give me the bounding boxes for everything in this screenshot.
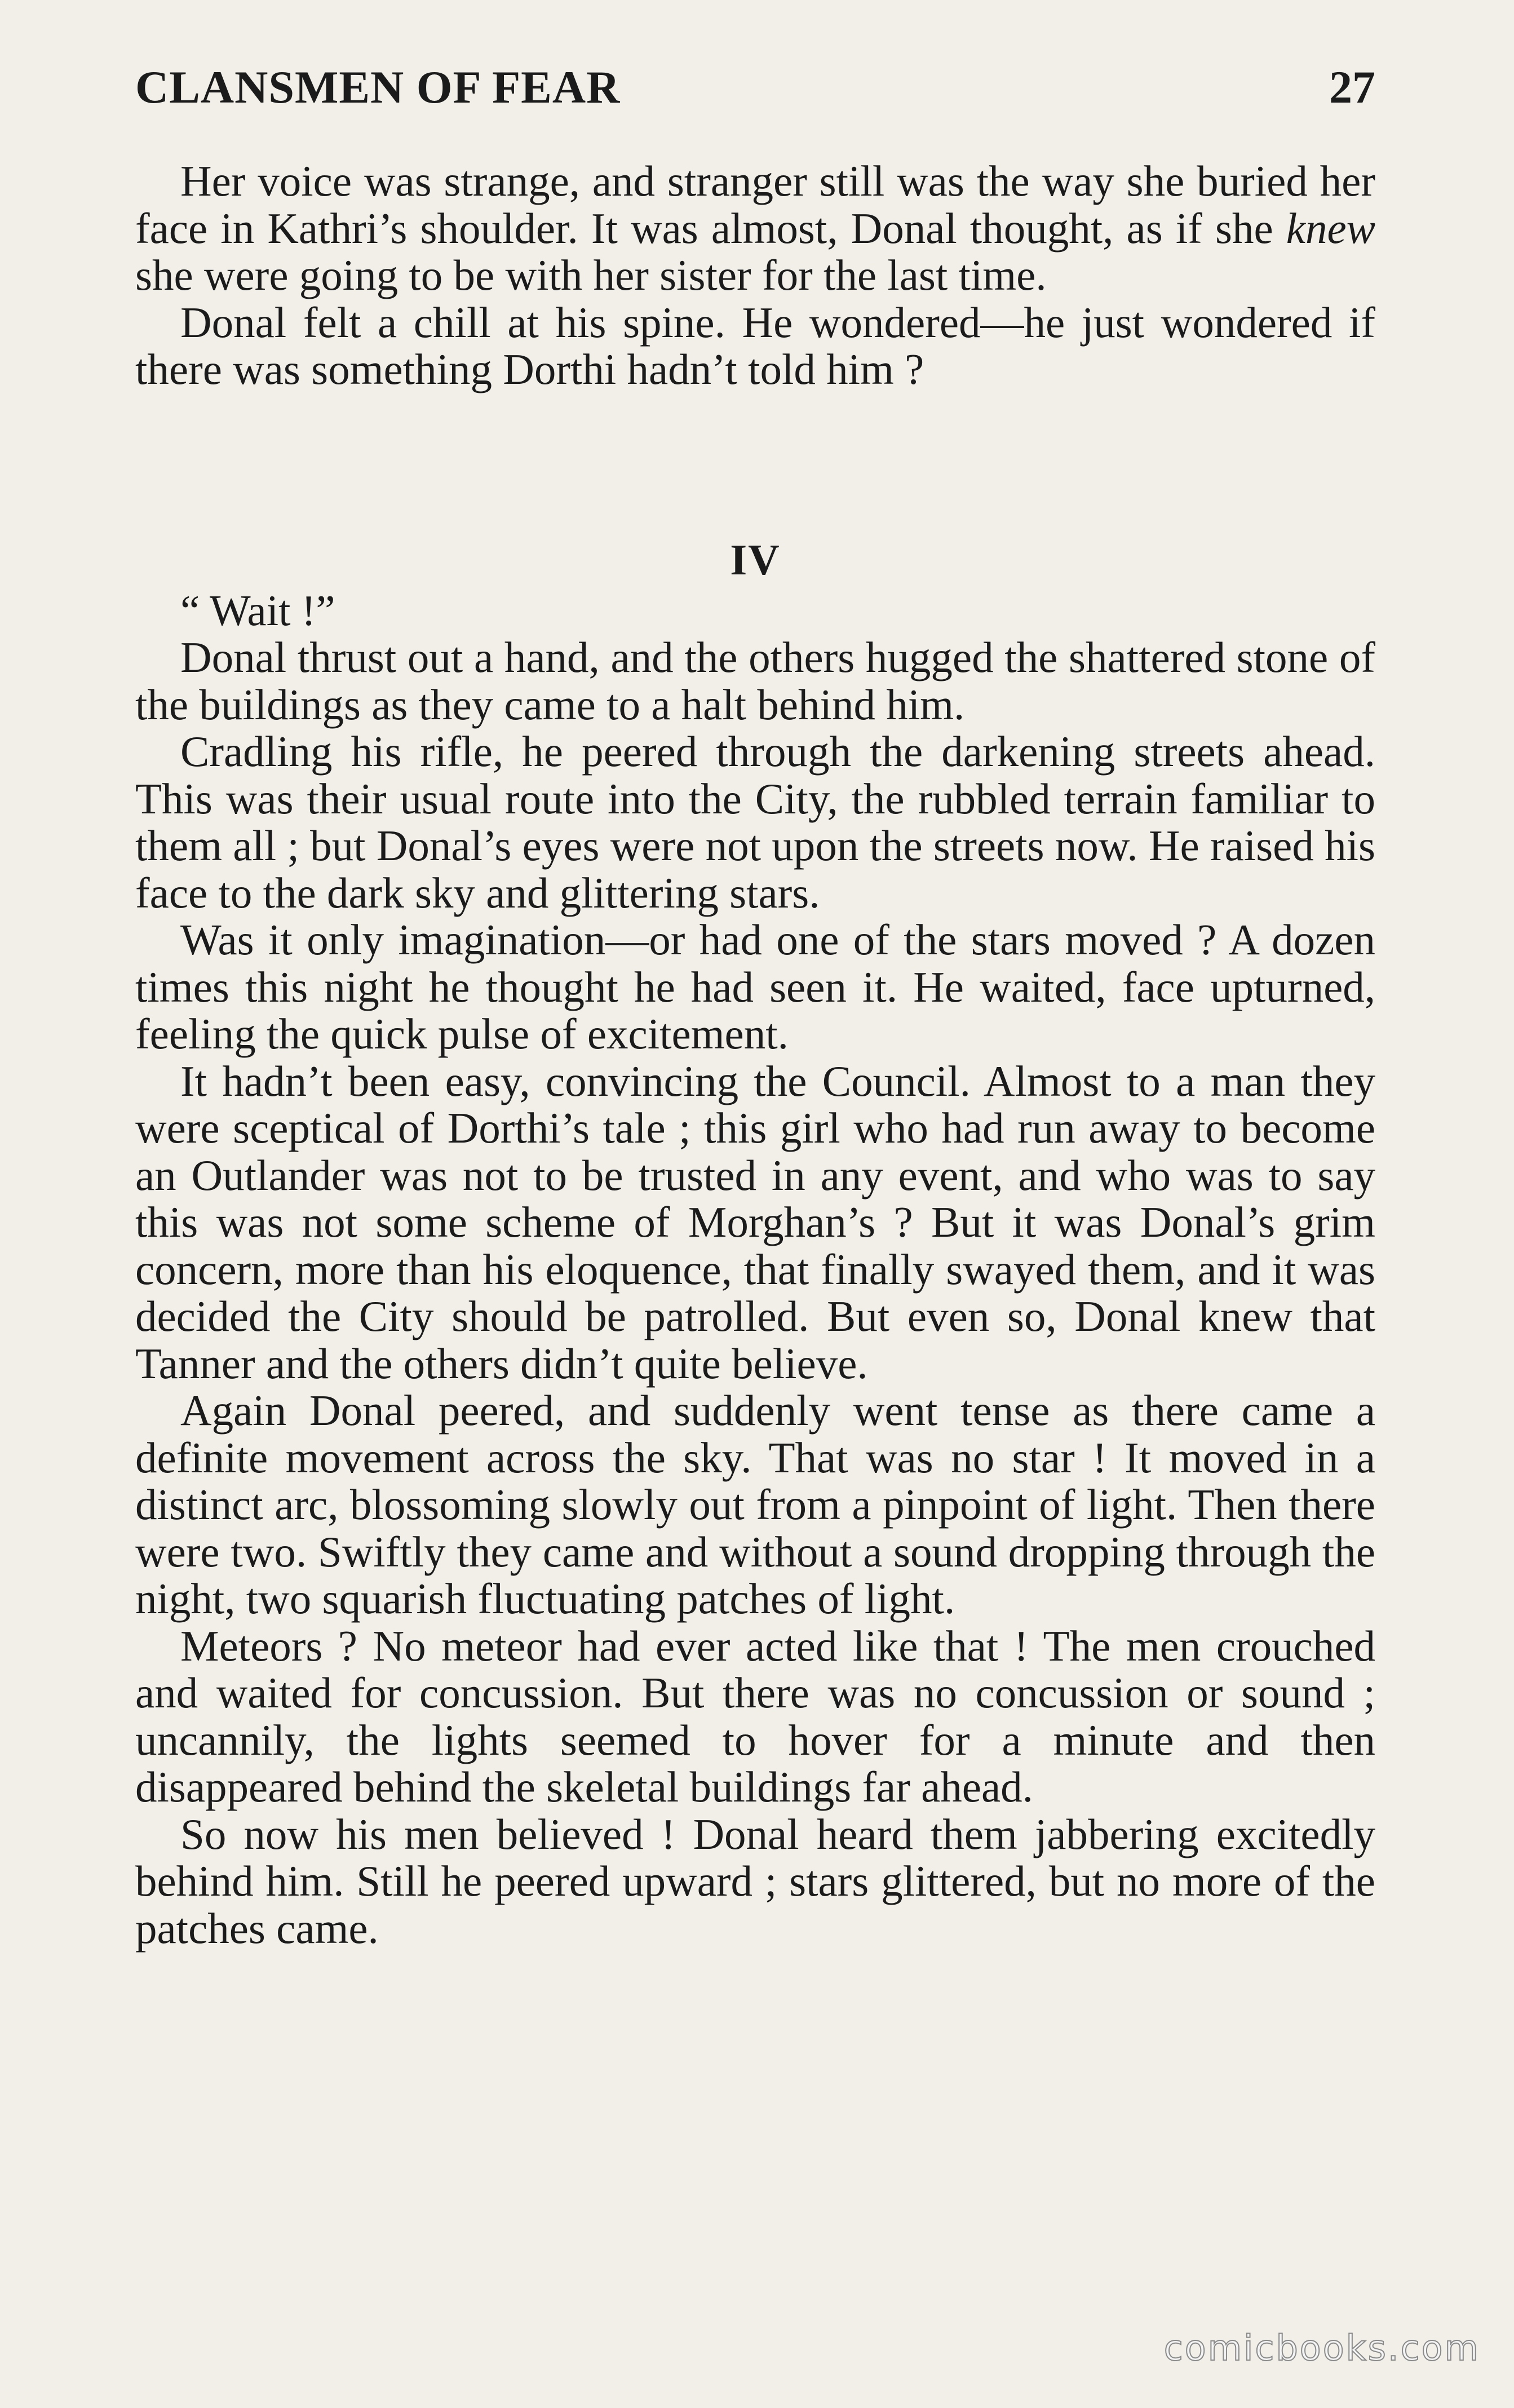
page-number: 27 xyxy=(1329,61,1375,113)
paragraph: “ Wait !” xyxy=(180,586,335,635)
paragraph: Cradling his rifle, he peered through the darkening streets ahead. This was their usual route into the City, the rubbled terrain familiar to them all ; but Donal’s eyes were not upon the streets now. He raised his face to the dark sky and glittering stars. xyxy=(135,727,1375,917)
paragraph: Was it only imagination—or had one of the stars moved ? A dozen times this night he thought he had seen it. He waited, face upturned, feeling the quick pulse of excitement. xyxy=(135,915,1375,1058)
paragraph: It hadn’t been easy, convincing the Council. Almost to a man they were sceptical of Dorthi’s tale ; this girl who had run away to become an Outlander was not to be trusted in any event, and who was to say this was not some scheme of Morghan’s ? But it was Donal’s grim concern, more than his eloquence, that finally swayed them, and it was decided the City should be patrolled. But even so, Donal knew that Tanner and the others didn’t quite believe. xyxy=(135,1056,1375,1388)
paragraph xyxy=(135,158,1375,299)
emphasis-text: knew xyxy=(1286,203,1375,253)
paragraph: Meteors ? No meteor had ever acted like that ! The men crouched and waited for concussion. But there was no concussion or sound ; uncannily, the lights seemed to hover for a minute and then disappeared behind the skeletal buildings far ahead. xyxy=(135,1621,1375,1811)
paragraph-text: she were going to be with her sister for the last time. xyxy=(135,251,1047,299)
paragraph: Again Donal peered, and suddenly went tense as there came a definite movement across the sky. That was no star ! It moved in a distinct arc, blossoming slowly out from a pinpoint of light. Then there were two. Swiftly they came and without a sound dropping through the night, two squarish fluctuating patches of light. xyxy=(135,1386,1375,1623)
paragraph: Donal thrust out a hand, and the others hugged the shattered stone of the buildings as they came to a halt behind him. xyxy=(135,633,1375,729)
paragraph-text: Her voice was strange, and stranger still was the way she buried her face in Kathri’s shoulder. It was almost, Donal thought, as if she xyxy=(135,157,1375,253)
section-heading: IV xyxy=(730,535,781,584)
paragraph: Donal felt a chill at his spine. He wondered—he just wondered if there was something Dorthi hadn’t told him ? xyxy=(135,298,1375,393)
paragraph: So now his men believed ! Donal heard them jabbering excitedly behind him. Still he peered upward ; stars glittered, but no more of the patches came. xyxy=(135,1809,1375,1953)
section-break xyxy=(135,393,1375,534)
watermark: comicbooks.com xyxy=(1163,2327,1480,2369)
running-title: CLANSMEN OF FEAR xyxy=(135,61,621,113)
body-text xyxy=(135,158,1375,1952)
running-head xyxy=(135,61,1375,123)
